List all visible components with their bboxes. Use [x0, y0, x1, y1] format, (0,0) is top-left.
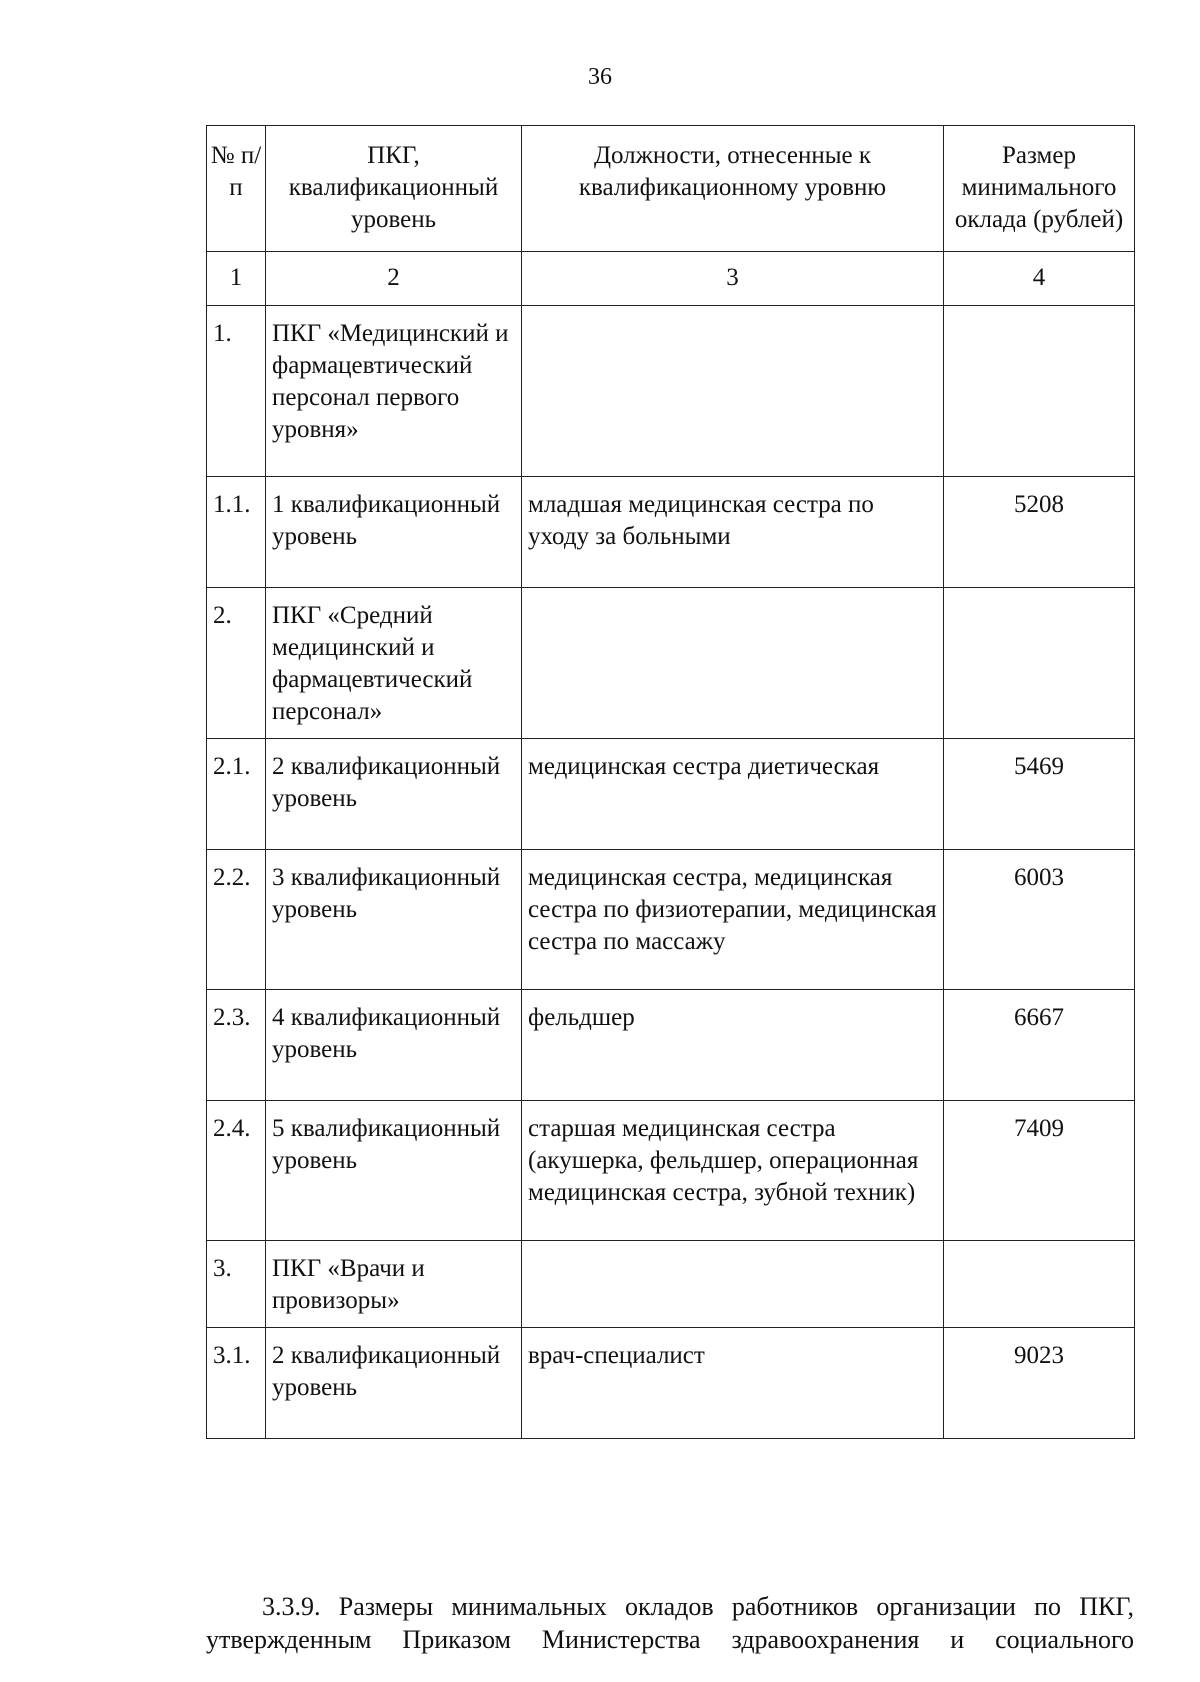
- row-salary: 9023: [944, 1328, 1135, 1439]
- row-salary: 5469: [944, 739, 1135, 850]
- row-number: 2.: [207, 588, 266, 739]
- row-positions: [522, 306, 944, 477]
- table-row: [207, 588, 1135, 739]
- row-group: 1 квалификационный уровень: [266, 477, 522, 588]
- row-salary: 6667: [944, 990, 1135, 1101]
- table-header-row: [207, 126, 1135, 252]
- row-number: 1.: [207, 306, 266, 477]
- row-group: 3 квалификационный уровень: [266, 850, 522, 990]
- header-number: № п/п: [207, 126, 266, 252]
- table-row: [207, 1101, 1135, 1241]
- row-positions: фельдшер: [522, 990, 944, 1101]
- page-number: 36: [588, 64, 612, 90]
- table-row: [207, 306, 1135, 477]
- table-row: [207, 990, 1135, 1101]
- row-number: 2.2.: [207, 850, 266, 990]
- row-number: 2.4.: [207, 1101, 266, 1241]
- row-positions: врач-специалист: [522, 1328, 944, 1439]
- row-positions: медицинская сестра, медицинская сестра по физиотерапии, медицинская сестра по массажу: [522, 850, 944, 990]
- table-row: [207, 477, 1135, 588]
- table-row: [207, 1241, 1135, 1328]
- column-index: 4: [944, 252, 1135, 306]
- row-number: 2.1.: [207, 739, 266, 850]
- row-salary: [944, 1241, 1135, 1328]
- row-group: ПКГ «Средний медицинский и фармацевтический персонал»: [266, 588, 522, 739]
- row-salary: [944, 588, 1135, 739]
- body-paragraph: 3.3.9. Размеры минимальных окладов работников организации по ПКГ, утвержденным Приказом Министерства здравоохранения и социального: [206, 1592, 1134, 1654]
- row-salary: [944, 306, 1135, 477]
- row-number: 1.1.: [207, 477, 266, 588]
- header-salary: Размер минимального оклада (рублей): [944, 126, 1135, 252]
- header-group: ПКГ, квалификационный уровень: [266, 126, 522, 252]
- row-group: ПКГ «Врачи и провизоры»: [266, 1241, 522, 1328]
- table-row: [207, 1328, 1135, 1439]
- row-positions: старшая медицинская сестра (акушерка, фельдшер, операционная медицинская сестра, зубной техник): [522, 1101, 944, 1241]
- row-number: 3.: [207, 1241, 266, 1328]
- column-index: 3: [522, 252, 944, 306]
- row-group: 4 квалификационный уровень: [266, 990, 522, 1101]
- table-row: [207, 739, 1135, 850]
- row-group: 2 квалификационный уровень: [266, 739, 522, 850]
- salary-table: [206, 125, 1135, 1439]
- row-positions: медицинская сестра диетическая: [522, 739, 944, 850]
- row-group: ПКГ «Медицинский и фармацевтический персонал первого уровня»: [266, 306, 522, 477]
- row-group: 2 квалификационный уровень: [266, 1328, 522, 1439]
- row-group: 5 квалификационный уровень: [266, 1101, 522, 1241]
- column-index: 2: [266, 252, 522, 306]
- row-number: 2.3.: [207, 990, 266, 1101]
- row-salary: 7409: [944, 1101, 1135, 1241]
- row-positions: младшая медицинская сестра по уходу за больными: [522, 477, 944, 588]
- row-positions: [522, 588, 944, 739]
- column-index: 1: [207, 252, 266, 306]
- header-positions: Должности, отнесенные к квалификационному уровню: [522, 126, 944, 252]
- row-number: 3.1.: [207, 1328, 266, 1439]
- table-row: [207, 850, 1135, 990]
- column-index-row: [207, 252, 1135, 306]
- row-salary: 5208: [944, 477, 1135, 588]
- row-salary: 6003: [944, 850, 1135, 990]
- row-positions: [522, 1241, 944, 1328]
